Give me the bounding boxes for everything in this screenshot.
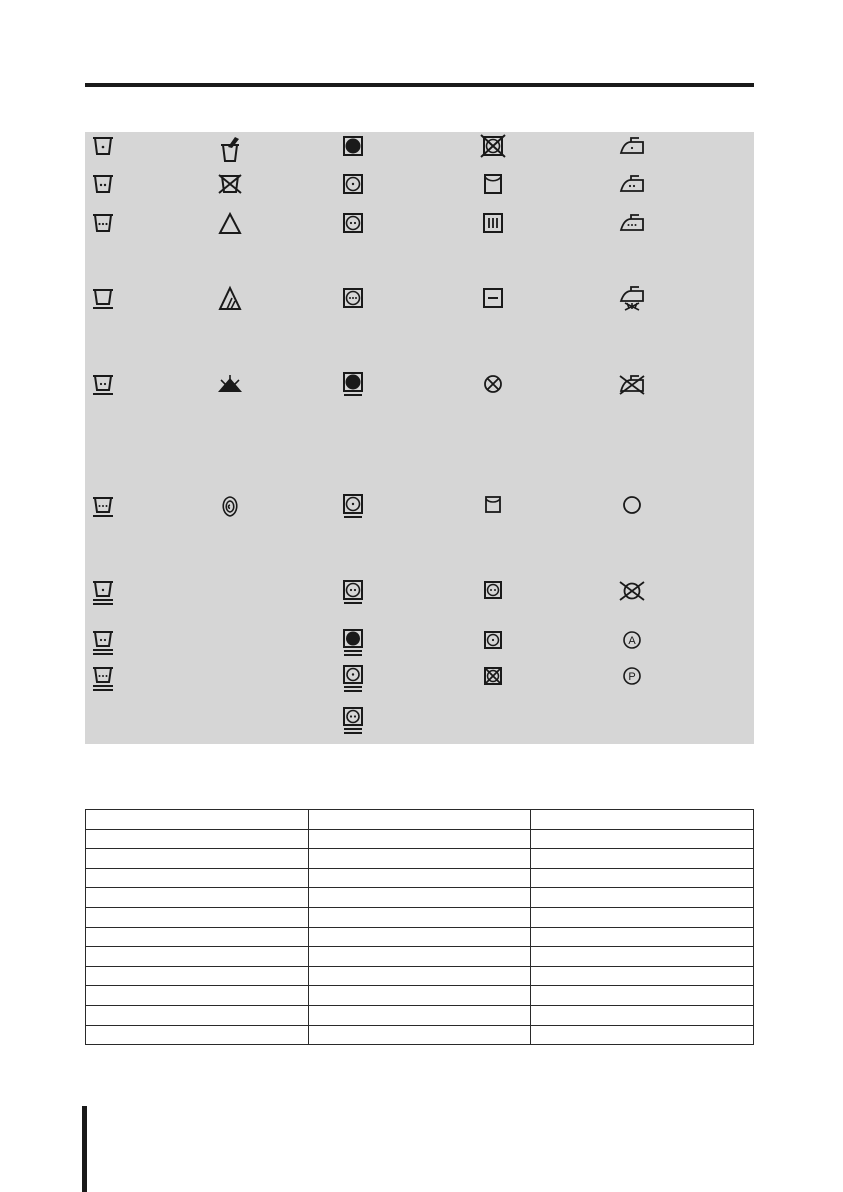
tumble-dry-no-heat-icon (338, 132, 368, 162)
dry-clean-p-icon (617, 664, 647, 694)
tumble-dry-high-small-icon (478, 578, 508, 608)
table-cell (308, 1005, 531, 1025)
table-cell (531, 868, 754, 888)
table-cell (308, 810, 531, 830)
iron-high-icon (617, 209, 647, 239)
table-cell (308, 907, 531, 927)
table-row (86, 829, 754, 849)
tumble-dry-low-gentle-icon (338, 492, 368, 522)
tumble-dry-no-heat-very-gentle-icon (338, 628, 368, 658)
wash-40-gentle-icon (88, 370, 118, 400)
tumble-dry-low-very-gentle-icon (338, 664, 368, 694)
tumble-dry-low-icon (338, 170, 368, 200)
wash-30-icon (88, 132, 118, 162)
dry-flat-icon (478, 284, 508, 314)
tumble-dry-normal-very-gentle-icon (338, 706, 368, 736)
table-cell (86, 907, 309, 927)
dry-clean-icon (617, 492, 647, 522)
table-cell (308, 1025, 531, 1045)
table-cell (86, 868, 309, 888)
do-not-tumble-dry-icon (478, 132, 508, 162)
do-not-tumble-dry-small-icon (478, 664, 508, 694)
table-row (86, 947, 754, 967)
table-cell (86, 849, 309, 869)
dry-clean-a-letter: A (628, 635, 636, 647)
table-cell (308, 986, 531, 1006)
wash-60-icon (88, 209, 118, 239)
wash-95-icon (88, 284, 118, 314)
care-symbols-panel (85, 132, 754, 744)
blank-grid-table (85, 809, 754, 1045)
table-cell (86, 810, 309, 830)
table-row (86, 888, 754, 908)
table-cell (531, 927, 754, 947)
do-not-iron-icon (617, 370, 647, 400)
table-cell (86, 986, 309, 1006)
table-cell (531, 907, 754, 927)
table-cell (531, 947, 754, 967)
drip-dry-icon (478, 209, 508, 239)
wash-60-very-gentle-icon (88, 664, 118, 694)
table-row (86, 966, 754, 986)
tumble-dry-normal-icon (338, 209, 368, 239)
table-row (86, 849, 754, 869)
page-edge-bar (82, 1106, 87, 1192)
small-line-dry-icon (478, 492, 508, 522)
table-cell (86, 927, 309, 947)
table-cell (531, 829, 754, 849)
table-row (86, 907, 754, 927)
table-cell (308, 927, 531, 947)
dry-clean-a-icon (617, 628, 647, 658)
table-cell (531, 810, 754, 830)
table-row (86, 810, 754, 830)
iron-medium-icon (617, 170, 647, 200)
woolmark-icon (215, 492, 245, 522)
table-cell (308, 947, 531, 967)
table-cell (531, 888, 754, 908)
wash-40-icon (88, 170, 118, 200)
table-row (86, 1005, 754, 1025)
table-cell (86, 888, 309, 908)
table-cell (308, 868, 531, 888)
wash-60-gentle-icon (88, 492, 118, 522)
do-not-wash-icon (215, 170, 245, 200)
table-row (86, 1025, 754, 1045)
table-cell (531, 1005, 754, 1025)
hand-wash-icon (215, 135, 245, 165)
table-cell (86, 966, 309, 986)
table-cell (308, 966, 531, 986)
table-row (86, 927, 754, 947)
table-cell (86, 1005, 309, 1025)
iron-low-icon (617, 132, 647, 162)
non-chlorine-bleach-icon (215, 284, 245, 314)
table-cell (531, 966, 754, 986)
table-cell (531, 986, 754, 1006)
bleach-allowed-icon (215, 209, 245, 239)
wash-40-very-gentle-icon (88, 628, 118, 658)
wash-30-very-gentle-icon (88, 578, 118, 608)
table-row (86, 868, 754, 888)
dry-in-shade-icon (215, 370, 245, 400)
table-cell (308, 888, 531, 908)
table-cell (86, 1025, 309, 1045)
table-row (86, 986, 754, 1006)
table-cell (86, 829, 309, 849)
tumble-dry-normal-gentle-icon (338, 578, 368, 608)
tumble-dry-high-icon (338, 284, 368, 314)
table-cell (308, 849, 531, 869)
dry-clean-p-letter: P (628, 671, 636, 683)
table-cell (531, 849, 754, 869)
tumble-dry-low-small-icon (478, 628, 508, 658)
tumble-dry-no-heat-gentle-icon (338, 370, 368, 400)
no-steam-icon (617, 284, 647, 314)
table-cell (86, 947, 309, 967)
do-not-dry-clean-icon (617, 578, 647, 608)
line-dry-icon (478, 170, 508, 200)
table-cell (531, 1025, 754, 1045)
table-cell (308, 829, 531, 849)
top-rule (85, 83, 754, 87)
do-not-dry-icon (478, 370, 508, 400)
